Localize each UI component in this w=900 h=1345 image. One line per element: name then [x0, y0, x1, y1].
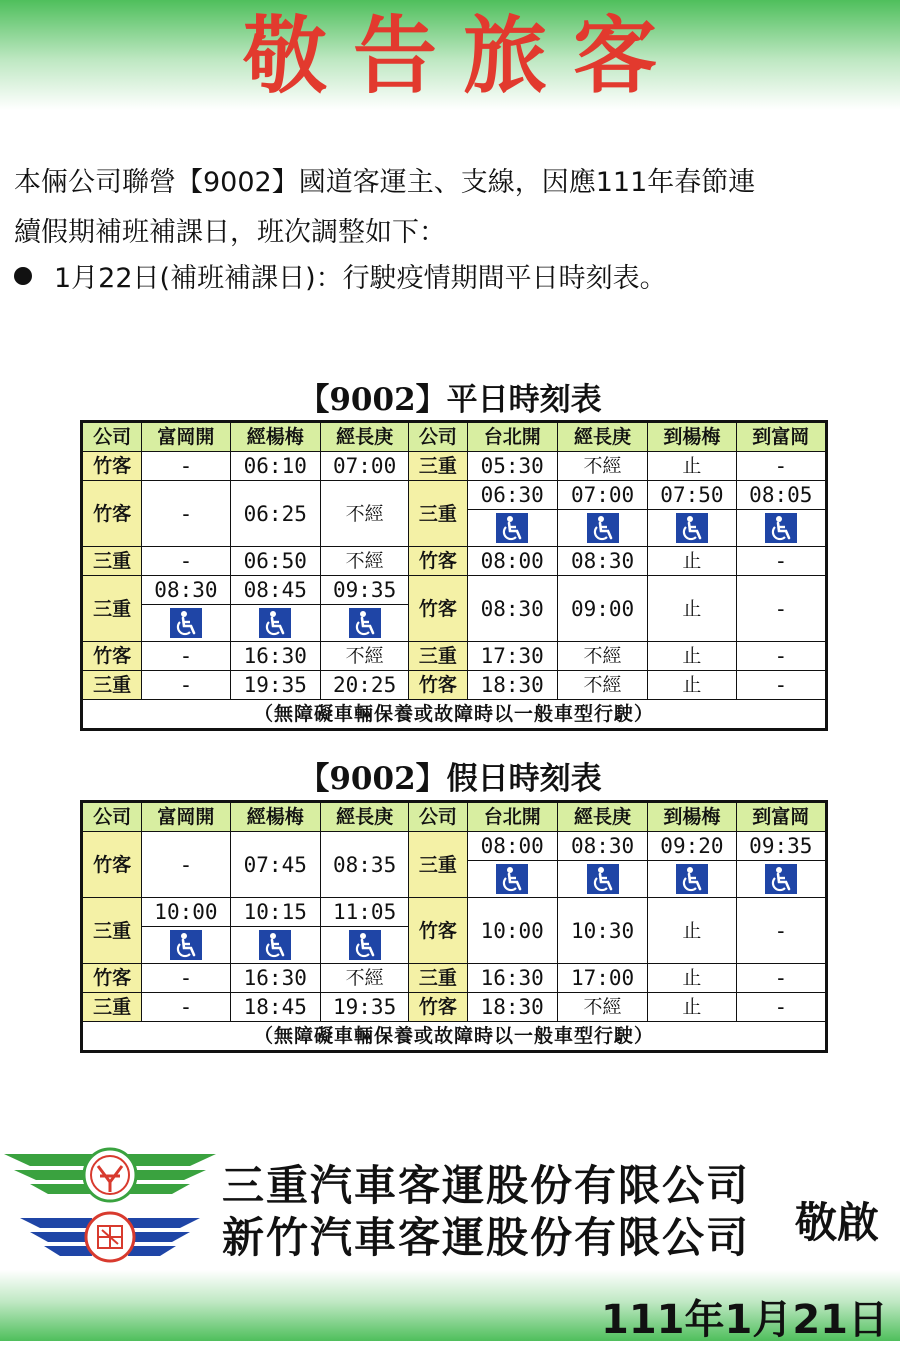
time-cell: 07:50	[648, 481, 736, 510]
time-cell: 不經	[320, 481, 408, 547]
time-cell: 06:25	[230, 481, 320, 547]
table-row	[82, 993, 827, 1022]
time-cell: 止	[648, 452, 736, 481]
weekday-timetable	[80, 420, 828, 731]
time-cell: 07:00	[320, 452, 408, 481]
company-cell: 竹客	[82, 832, 142, 898]
company-cell: 三重	[409, 481, 467, 547]
column-header: 經楊梅	[230, 802, 320, 832]
note-row	[82, 700, 827, 730]
table-row	[82, 832, 827, 861]
wheelchair-cell	[320, 605, 408, 642]
time-cell: 不經	[557, 452, 647, 481]
column-header: 富岡開	[142, 802, 230, 832]
wheelchair-icon	[676, 513, 708, 543]
time-cell: 17:00	[557, 964, 647, 993]
hsinchu-bus-logo	[20, 1213, 200, 1261]
company-cell: 竹客	[409, 671, 467, 700]
time-cell: 16:30	[230, 964, 320, 993]
company-cell: 三重	[82, 671, 142, 700]
time-cell: -	[142, 671, 230, 700]
wheelchair-icon	[349, 608, 381, 638]
table-note: （無障礙車輛保養或故障時以一般車型行駛）	[82, 1022, 827, 1052]
time-cell: 08:00	[467, 832, 557, 861]
time-cell: 止	[648, 964, 736, 993]
company-cell: 三重	[409, 832, 467, 898]
table-row	[82, 964, 827, 993]
time-cell: 17:30	[467, 642, 557, 671]
intro-text	[14, 158, 894, 258]
table-row	[82, 576, 827, 605]
table-row	[82, 642, 827, 671]
time-cell: 08:00	[467, 547, 557, 576]
time-cell: 止	[648, 576, 736, 642]
column-header: 經楊梅	[230, 422, 320, 452]
wheelchair-cell	[736, 510, 826, 547]
column-header: 公司	[409, 802, 467, 832]
wheelchair-cell	[467, 861, 557, 898]
wheelchair-cell	[142, 605, 230, 642]
time-cell: 19:35	[320, 993, 408, 1022]
company-names	[222, 1160, 750, 1264]
column-header: 經長庚	[557, 422, 647, 452]
time-cell: 止	[648, 671, 736, 700]
time-cell: 10:00	[142, 898, 230, 927]
column-header: 經長庚	[320, 802, 408, 832]
column-header: 公司	[82, 802, 142, 832]
company-cell: 三重	[82, 576, 142, 642]
time-cell: -	[736, 993, 826, 1022]
time-cell: -	[736, 964, 826, 993]
holiday-timetable	[80, 800, 828, 1053]
table-row	[82, 898, 827, 927]
table-note: （無障礙車輛保養或故障時以一般車型行駛）	[82, 700, 827, 730]
sanchung-bus-logo	[4, 1149, 216, 1201]
time-cell: 09:35	[320, 576, 408, 605]
company-cell: 竹客	[409, 993, 467, 1022]
time-cell: 10:00	[467, 898, 557, 964]
time-cell: 不經	[557, 993, 647, 1022]
wheelchair-icon	[259, 930, 291, 960]
holiday-timetable-title: 【9002】假日時刻表	[298, 761, 602, 797]
wheelchair-cell	[557, 510, 647, 547]
time-cell: 09:35	[736, 832, 826, 861]
column-header: 台北開	[467, 802, 557, 832]
company-cell: 竹客	[82, 642, 142, 671]
table-row	[82, 452, 827, 481]
time-cell: -	[736, 671, 826, 700]
table-row	[82, 547, 827, 576]
wheelchair-icon	[349, 930, 381, 960]
time-cell: 不經	[320, 547, 408, 576]
column-header: 公司	[82, 422, 142, 452]
time-cell: 不經	[320, 642, 408, 671]
table-header-row	[82, 422, 827, 452]
bullet-item	[14, 254, 667, 304]
time-cell: 08:05	[736, 481, 826, 510]
company-cell: 三重	[409, 642, 467, 671]
wheelchair-cell	[736, 861, 826, 898]
time-cell: 止	[648, 547, 736, 576]
company-cell: 竹客	[409, 576, 467, 642]
company-cell: 三重	[409, 452, 467, 481]
time-cell: 08:30	[467, 576, 557, 642]
company-cell: 竹客	[82, 481, 142, 547]
company-cell: 三重	[82, 898, 142, 964]
time-cell: -	[736, 547, 826, 576]
company-name-sanchung: 三重汽車客運股份有限公司	[222, 1161, 751, 1210]
time-cell: 止	[648, 642, 736, 671]
time-cell: 18:45	[230, 993, 320, 1022]
time-cell: 18:30	[467, 993, 557, 1022]
time-cell: 16:30	[230, 642, 320, 671]
time-cell: -	[142, 993, 230, 1022]
time-cell: -	[736, 898, 826, 964]
wheelchair-icon	[170, 608, 202, 638]
time-cell: 06:30	[467, 481, 557, 510]
column-header: 富岡開	[142, 422, 230, 452]
time-cell: 16:30	[467, 964, 557, 993]
time-cell: -	[736, 452, 826, 481]
time-cell: 06:10	[230, 452, 320, 481]
time-cell: -	[142, 452, 230, 481]
company-cell: 竹客	[82, 964, 142, 993]
wheelchair-cell	[648, 510, 736, 547]
time-cell: 09:00	[557, 576, 647, 642]
wheelchair-icon	[765, 513, 797, 543]
table-header-row	[82, 802, 827, 832]
time-cell: 06:50	[230, 547, 320, 576]
signoff: 敬啟	[795, 1198, 880, 1247]
wheelchair-cell	[648, 861, 736, 898]
column-header: 台北開	[467, 422, 557, 452]
time-cell: 10:15	[230, 898, 320, 927]
bus-company-logo	[0, 1142, 220, 1272]
time-cell: 07:45	[230, 832, 320, 898]
time-cell: -	[736, 642, 826, 671]
company-name-hsinchu: 新竹汽車客運股份有限公司	[222, 1213, 751, 1262]
intro-line-1: 本倆公司聯營【9002】國道客運主、支線，因應111年春節連	[14, 167, 756, 198]
column-header: 經長庚	[320, 422, 408, 452]
table-row	[82, 481, 827, 510]
wheelchair-cell	[467, 510, 557, 547]
wheelchair-icon	[587, 864, 619, 894]
company-cell: 竹客	[409, 898, 467, 964]
column-header: 到楊梅	[648, 802, 736, 832]
time-cell: 不經	[557, 671, 647, 700]
company-cell: 三重	[82, 993, 142, 1022]
notice-title: 敬告旅客	[242, 7, 683, 105]
time-cell: 08:45	[230, 576, 320, 605]
time-cell: 09:20	[648, 832, 736, 861]
wheelchair-icon	[676, 864, 708, 894]
notice-date: 111年1月21日	[601, 1297, 888, 1343]
weekday-timetable-title: 【9002】平日時刻表	[298, 382, 602, 418]
wheelchair-cell	[230, 927, 320, 964]
column-header: 經長庚	[557, 802, 647, 832]
wheelchair-icon	[170, 930, 202, 960]
time-cell: 08:30	[557, 547, 647, 576]
time-cell: -	[142, 642, 230, 671]
time-cell: 止	[648, 898, 736, 964]
bullet-dot-icon	[14, 267, 32, 285]
time-cell: 不經	[320, 964, 408, 993]
time-cell: 08:35	[320, 832, 408, 898]
time-cell: -	[736, 576, 826, 642]
wheelchair-icon	[259, 608, 291, 638]
time-cell: 08:30	[142, 576, 230, 605]
bullet-text: 1月22日(補班補課日)：行駛疫情期間平日時刻表。	[54, 263, 667, 294]
column-header: 到富岡	[736, 802, 826, 832]
time-cell: 不經	[557, 642, 647, 671]
wheelchair-icon	[496, 864, 528, 894]
company-cell: 竹客	[82, 452, 142, 481]
time-cell: 07:00	[557, 481, 647, 510]
wheelchair-icon	[496, 513, 528, 543]
time-cell: 20:25	[320, 671, 408, 700]
time-cell: -	[142, 547, 230, 576]
note-row	[82, 1022, 827, 1052]
column-header: 到富岡	[736, 422, 826, 452]
wheelchair-icon	[765, 864, 797, 894]
time-cell: -	[142, 832, 230, 898]
column-header: 公司	[409, 422, 467, 452]
company-cell: 竹客	[409, 547, 467, 576]
wheelchair-cell	[320, 927, 408, 964]
wheelchair-cell	[557, 861, 647, 898]
time-cell: 止	[648, 993, 736, 1022]
time-cell: -	[142, 481, 230, 547]
wheelchair-cell	[142, 927, 230, 964]
time-cell: 19:35	[230, 671, 320, 700]
time-cell: 08:30	[557, 832, 647, 861]
column-header: 到楊梅	[648, 422, 736, 452]
company-cell: 三重	[82, 547, 142, 576]
time-cell: 10:30	[557, 898, 647, 964]
time-cell: 05:30	[467, 452, 557, 481]
wheelchair-icon	[587, 513, 619, 543]
time-cell: 11:05	[320, 898, 408, 927]
wheelchair-cell	[230, 605, 320, 642]
table-row	[82, 671, 827, 700]
time-cell: 18:30	[467, 671, 557, 700]
intro-line-2: 續假期補班補課日，班次調整如下：	[14, 217, 446, 248]
time-cell: -	[142, 964, 230, 993]
company-cell: 三重	[409, 964, 467, 993]
